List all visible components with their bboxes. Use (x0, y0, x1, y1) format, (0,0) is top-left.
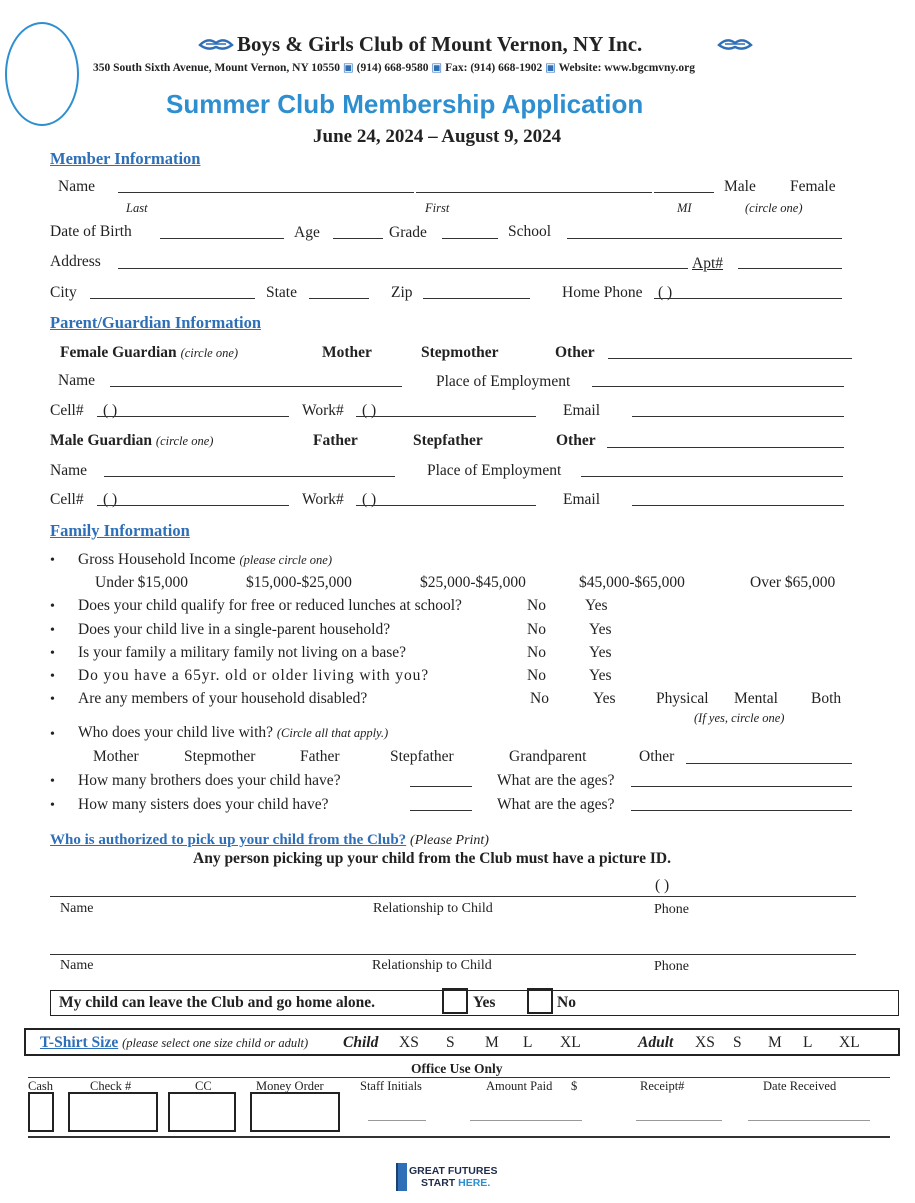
label-male-guardian (50, 432, 213, 450)
bullet-icon: • (50, 623, 55, 638)
office-label-amount-paid: Amount Paid (486, 1079, 553, 1093)
field-date-of-birth[interactable] (160, 238, 284, 239)
field-age[interactable] (333, 238, 383, 239)
field-male-work[interactable] (356, 505, 536, 506)
bullet-icon: • (50, 798, 55, 813)
sublabel-circle-one: (circle one) (745, 201, 803, 215)
answer-yes[interactable]: Yes (589, 667, 612, 684)
org-phone: (914) 668-9580 (356, 62, 429, 74)
square-bullet-icon: ▣ (545, 62, 556, 74)
option-other-female[interactable]: Other (555, 344, 595, 361)
bullet-icon: • (50, 774, 55, 789)
field-middle-initial[interactable] (654, 192, 714, 193)
field-staff-initials[interactable] (368, 1120, 426, 1121)
field-zip[interactable] (423, 298, 530, 299)
male-cell-area-code: ( ) (103, 491, 118, 508)
pickup-id-notice: Any person picking up your child from the Club must have a picture ID. (193, 850, 671, 867)
adult-size-option[interactable]: L (803, 1034, 813, 1051)
question-brothers: How many brothers does your child have? (78, 772, 341, 789)
label-address: Address (50, 253, 101, 270)
live-with-option[interactable]: Stepmother (184, 748, 256, 765)
field-brothers-ages[interactable] (631, 786, 852, 787)
section-member-information: Member Information (50, 149, 201, 168)
option-stepfather[interactable]: Stepfather (413, 432, 483, 449)
circle-one-note: (circle one) (155, 434, 214, 448)
session-dates: June 24, 2024 – August 9, 2024 (313, 126, 562, 147)
contact-line (93, 60, 695, 74)
label-female-cell: Cell# (50, 402, 84, 419)
answer-yes[interactable]: Yes (589, 621, 612, 638)
field-other-female[interactable] (608, 358, 852, 359)
label-male-email: Email (563, 491, 601, 508)
answer-no[interactable]: No (527, 644, 546, 661)
child-size-option[interactable]: L (523, 1034, 533, 1051)
field-pickup-1[interactable] (50, 896, 856, 897)
footer-line2: START HERE. (421, 1177, 491, 1189)
label-zip: Zip (391, 284, 413, 301)
office-box-check[interactable] (68, 1092, 158, 1132)
income-option[interactable]: $15,000-$25,000 (246, 574, 352, 591)
label-child: Child (343, 1034, 379, 1051)
label-male-name: Name (50, 462, 88, 479)
office-top-rule (28, 1077, 890, 1078)
field-amount-paid[interactable] (470, 1120, 582, 1121)
footer-highlight: HERE. (458, 1177, 491, 1189)
form-title: Summer Club Membership Application (166, 89, 644, 119)
field-first-name[interactable] (416, 192, 652, 193)
tshirt-note: (please select one size child or adult) (122, 1036, 309, 1050)
live-with-option[interactable]: Father (300, 748, 340, 765)
field-male-employment[interactable] (581, 476, 843, 477)
answer-no[interactable]: No (527, 597, 546, 614)
office-label-money-order: Money Order (256, 1079, 324, 1093)
field-address[interactable] (118, 268, 688, 269)
office-label-staff-initials: Staff Initials (360, 1079, 422, 1093)
label-male[interactable]: Male (724, 178, 756, 195)
answer-yes[interactable]: Yes (593, 690, 616, 707)
tshirt-size-label: T-Shirt Size (40, 1034, 119, 1051)
answer-yes[interactable]: Yes (585, 597, 608, 614)
field-male-email[interactable] (632, 505, 844, 506)
bullet-icon: • (50, 646, 55, 661)
club-logo-icon (198, 35, 234, 53)
label-age: Age (294, 224, 320, 241)
pickup-heading (50, 831, 489, 850)
label-apt: Apt# (692, 255, 723, 272)
question-live-with (78, 724, 388, 742)
field-male-name[interactable] (104, 476, 395, 477)
great-futures-flag-icon (396, 1163, 407, 1191)
answer-no[interactable]: No (527, 621, 546, 638)
bullet-icon: • (50, 599, 55, 614)
bullet-icon: • (50, 692, 55, 707)
checkbox-no[interactable] (527, 988, 553, 1014)
office-label-dollar: $ (571, 1079, 578, 1093)
female-work-area-code: ( ) (362, 402, 377, 419)
office-box-cc[interactable] (168, 1092, 236, 1132)
disability-note: (If yes, circle one) (694, 711, 785, 725)
office-bottom-rule (28, 1136, 890, 1138)
answer-yes[interactable]: Yes (589, 644, 612, 661)
label-sisters-ages: What are the ages? (497, 796, 615, 813)
label-female-name: Name (58, 372, 96, 389)
adult-size-option[interactable]: M (768, 1034, 782, 1051)
field-apt[interactable] (738, 268, 842, 269)
bullet-icon: • (50, 553, 55, 568)
label-pickup-relationship: Relationship to Child (373, 901, 493, 916)
field-female-email[interactable] (632, 416, 844, 417)
pickup-phone-area-code: ( ) (655, 877, 670, 894)
office-label-date-received: Date Received (763, 1079, 837, 1093)
live-with-note: (Circle all that apply.) (276, 726, 389, 740)
label-yes: Yes (473, 994, 496, 1011)
square-bullet-icon: ▣ (431, 62, 443, 74)
live-with-option[interactable]: Grandparent (509, 748, 587, 765)
section-family-information: Family Information (50, 521, 190, 540)
field-brothers-count[interactable] (410, 786, 472, 787)
child-size-option[interactable]: XL (560, 1034, 581, 1051)
question-income (78, 551, 332, 569)
label-male-cell: Cell# (50, 491, 84, 508)
income-question-text: Gross Household Income (78, 551, 236, 568)
option-stepmother[interactable]: Stepmother (421, 344, 499, 361)
sublabel-last: Last (126, 201, 148, 215)
child-size-option[interactable]: M (485, 1034, 499, 1051)
label-grade: Grade (389, 224, 427, 241)
field-receipt[interactable] (636, 1120, 722, 1121)
field-sisters-count[interactable] (410, 810, 472, 811)
office-label-check: Check # (90, 1079, 132, 1093)
office-label-cc: CC (195, 1079, 212, 1093)
org-fax: Fax: (914) 668-1902 (445, 62, 543, 74)
label-female-employment: Place of Employment (436, 373, 571, 390)
label-name: Name (58, 178, 96, 195)
section-parent-guardian: Parent/Guardian Information (50, 313, 261, 332)
square-bullet-icon: ▣ (342, 62, 354, 74)
field-other-male[interactable] (607, 447, 844, 448)
field-live-with-other[interactable] (686, 763, 852, 764)
field-female-name[interactable] (110, 386, 402, 387)
field-sisters-ages[interactable] (631, 810, 852, 811)
field-grade[interactable] (442, 238, 498, 239)
org-name: Boys & Girls Club of Mount Vernon, NY Inc. (237, 32, 643, 56)
label-pickup-phone: Phone (654, 959, 689, 974)
female-guardian-text: Female Guardian (60, 344, 177, 361)
field-female-cell[interactable] (97, 416, 289, 417)
office-box-cash[interactable] (28, 1092, 54, 1132)
footer-line1: GREAT FUTURES (409, 1165, 498, 1177)
office-label-cash: Cash (28, 1079, 53, 1093)
field-city[interactable] (90, 298, 255, 299)
answer-no[interactable]: No (527, 667, 546, 684)
child-size-option[interactable]: S (446, 1034, 455, 1051)
male-guardian-text: Male Guardian (50, 432, 153, 449)
live-with-option[interactable]: Other (639, 748, 675, 765)
label-male-employment: Place of Employment (427, 462, 562, 479)
office-use-title: Office Use Only (411, 1061, 503, 1076)
label-school: School (508, 223, 552, 240)
female-cell-area-code: ( ) (103, 402, 118, 419)
child-size-option[interactable]: XS (399, 1034, 419, 1051)
income-option[interactable]: $45,000-$65,000 (579, 574, 685, 591)
label-no: No (557, 994, 576, 1011)
label-city: City (50, 284, 77, 301)
option-father[interactable]: Father (313, 432, 358, 449)
field-male-cell[interactable] (97, 505, 289, 506)
disability-physical[interactable]: Physical (656, 690, 709, 707)
option-other-male[interactable]: Other (556, 432, 596, 449)
question-senior: Do you have a 65yr. old or older living with you? (78, 667, 430, 684)
club-logo-icon (717, 35, 753, 53)
disability-both[interactable]: Both (811, 690, 842, 707)
sublabel-first: First (425, 201, 450, 215)
please-print-note: (Please Print) (410, 833, 489, 848)
live-with-option[interactable]: Stepfather (390, 748, 454, 765)
label-pickup-name: Name (60, 901, 94, 916)
label-male-work: Work# (302, 491, 344, 508)
field-pickup-2[interactable] (50, 954, 856, 955)
label-home-phone: Home Phone (562, 284, 643, 301)
label-female[interactable]: Female (790, 178, 836, 195)
field-home-phone[interactable] (654, 298, 842, 299)
question-free-lunch: Does your child qualify for free or reduced lunches at school? (78, 597, 462, 614)
bullet-icon: • (50, 727, 55, 742)
label-pickup-name: Name (60, 958, 94, 973)
field-school[interactable] (567, 238, 842, 239)
option-mother[interactable]: Mother (322, 344, 372, 361)
go-home-alone-statement: My child can leave the Club and go home alone. (59, 994, 376, 1011)
label-state: State (266, 284, 297, 301)
income-option[interactable]: $25,000-$45,000 (420, 574, 526, 591)
field-female-employment[interactable] (592, 386, 844, 387)
adult-size-option[interactable]: XS (695, 1034, 715, 1051)
checkbox-yes[interactable] (442, 988, 468, 1014)
label-adult: Adult (638, 1034, 674, 1051)
photo-placeholder-circle (5, 22, 79, 126)
income-option[interactable]: Under $15,000 (95, 574, 188, 591)
live-with-text: Who does your child live with? (78, 724, 273, 741)
label-pickup-phone: Phone (654, 902, 689, 917)
income-note: (please circle one) (239, 553, 332, 567)
org-website: Website: www.bgcmvny.org (558, 62, 696, 74)
label-date-of-birth: Date of Birth (50, 223, 132, 240)
sublabel-mi: MI (677, 201, 692, 215)
question-military: Is your family a military family not living on a base? (78, 644, 407, 661)
question-disabled: Are any members of your household disabled? (78, 690, 368, 707)
label-female-work: Work# (302, 402, 344, 419)
field-last-name[interactable] (118, 192, 414, 193)
live-with-option[interactable]: Mother (93, 748, 139, 765)
answer-no[interactable]: No (530, 690, 549, 707)
question-sisters: How many sisters does your child have? (78, 796, 329, 813)
tshirt-heading (40, 1034, 308, 1052)
field-date-received[interactable] (748, 1120, 870, 1121)
section-authorized-pickup: Who is authorized to pick up your child from the Club? (50, 832, 407, 848)
office-box-money-order[interactable] (250, 1092, 340, 1132)
bullet-icon: • (50, 669, 55, 684)
male-work-area-code: ( ) (362, 491, 377, 508)
great-futures-logo (396, 1161, 506, 1193)
org-address: 350 South Sixth Avenue, Mount Vernon, NY 10550 (93, 62, 340, 74)
adult-size-option[interactable]: S (733, 1034, 742, 1051)
label-female-guardian (60, 344, 238, 362)
question-single-parent: Does your child live in a single-parent household? (78, 621, 391, 638)
label-pickup-relationship: Relationship to Child (372, 958, 492, 973)
field-female-work[interactable] (356, 416, 536, 417)
disability-mental[interactable]: Mental (734, 690, 778, 707)
income-option[interactable]: Over $65,000 (750, 574, 836, 591)
circle-one-note: (circle one) (180, 346, 239, 360)
home-phone-area-code: ( ) (658, 284, 673, 301)
label-brothers-ages: What are the ages? (497, 772, 615, 789)
label-female-email: Email (563, 402, 601, 419)
field-state[interactable] (309, 298, 369, 299)
adult-size-option[interactable]: XL (839, 1034, 860, 1051)
office-label-receipt: Receipt# (640, 1079, 685, 1093)
